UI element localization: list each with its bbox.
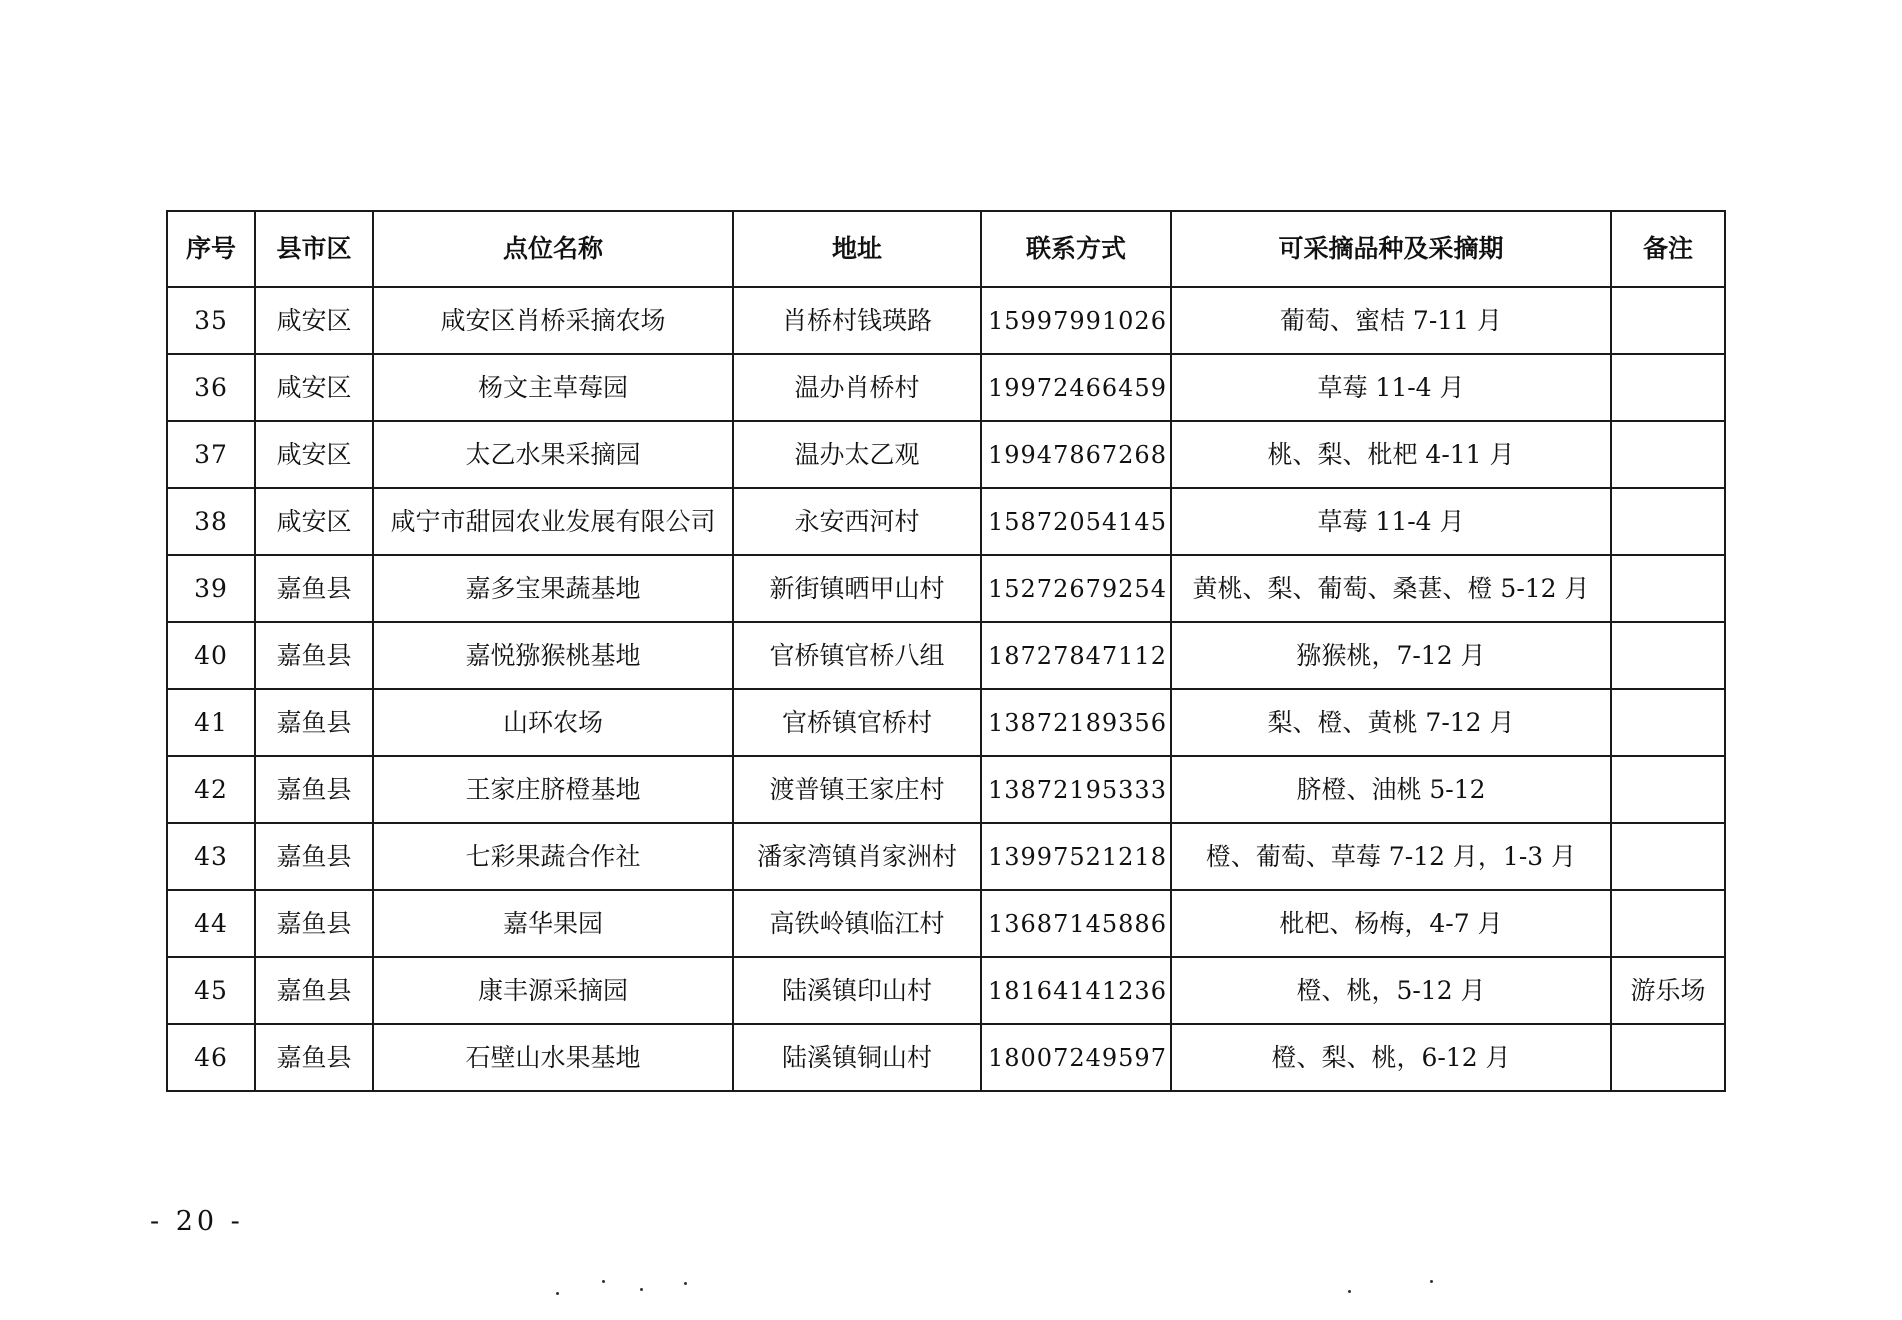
cell-phone: 15997991026 — [981, 287, 1171, 354]
table-row — [167, 756, 1725, 823]
table-row — [167, 689, 1725, 756]
table-row — [167, 823, 1725, 890]
table-row — [167, 957, 1725, 1024]
header-site-name: 点位名称 — [373, 211, 733, 287]
header-contact: 联系方式 — [981, 211, 1171, 287]
cell-varieties: 桃、梨、枇杷 4-11 月 — [1171, 421, 1611, 488]
cell-varieties: 葡萄、蜜桔 7-11 月 — [1171, 287, 1611, 354]
cell-address: 新街镇晒甲山村 — [733, 555, 981, 622]
cell-varieties: 猕猴桃，7-12 月 — [1171, 622, 1611, 689]
cell-phone: 18727847112 — [981, 622, 1171, 689]
cell-phone: 13872189356 — [981, 689, 1171, 756]
table-header-row — [167, 211, 1725, 287]
cell-varieties: 枇杷、杨梅，4-7 月 — [1171, 890, 1611, 957]
cell-site-name: 嘉悦猕猴桃基地 — [373, 622, 733, 689]
cell-district: 嘉鱼县 — [255, 689, 373, 756]
scan-speck — [684, 1282, 687, 1285]
cell-site-name: 嘉华果园 — [373, 890, 733, 957]
cell-phone: 15872054145 — [981, 488, 1171, 555]
cell-address: 永安西河村 — [733, 488, 981, 555]
cell-site-name: 康丰源采摘园 — [373, 957, 733, 1024]
table-row — [167, 488, 1725, 555]
scan-speck — [640, 1288, 643, 1291]
cell-address: 高铁岭镇临江村 — [733, 890, 981, 957]
table-row — [167, 354, 1725, 421]
cell-district: 咸安区 — [255, 287, 373, 354]
table-row — [167, 421, 1725, 488]
cell-phone: 19947867268 — [981, 421, 1171, 488]
cell-serial: 36 — [167, 354, 255, 421]
cell-site-name: 石壁山水果基地 — [373, 1024, 733, 1091]
table-row — [167, 1024, 1725, 1091]
cell-note — [1611, 555, 1725, 622]
cell-note — [1611, 1024, 1725, 1091]
cell-note — [1611, 622, 1725, 689]
cell-site-name: 七彩果蔬合作社 — [373, 823, 733, 890]
cell-district: 嘉鱼县 — [255, 890, 373, 957]
cell-district: 嘉鱼县 — [255, 555, 373, 622]
cell-note — [1611, 756, 1725, 823]
table-row — [167, 622, 1725, 689]
cell-site-name: 咸宁市甜园农业发展有限公司 — [373, 488, 733, 555]
cell-district: 咸安区 — [255, 421, 373, 488]
cell-site-name: 王家庄脐橙基地 — [373, 756, 733, 823]
cell-note — [1611, 287, 1725, 354]
header-varieties-period: 可采摘品种及采摘期 — [1171, 211, 1611, 287]
scan-speck — [602, 1280, 605, 1283]
header-address: 地址 — [733, 211, 981, 287]
cell-district: 嘉鱼县 — [255, 823, 373, 890]
page-number: - 20 - — [150, 1206, 244, 1237]
cell-varieties: 脐橙、油桃 5-12 — [1171, 756, 1611, 823]
scan-speck — [1430, 1280, 1433, 1283]
cell-serial: 43 — [167, 823, 255, 890]
cell-phone: 13997521218 — [981, 823, 1171, 890]
cell-district: 咸安区 — [255, 488, 373, 555]
cell-district: 嘉鱼县 — [255, 622, 373, 689]
cell-note: 游乐场 — [1611, 957, 1725, 1024]
cell-address: 温办太乙观 — [733, 421, 981, 488]
cell-phone: 19972466459 — [981, 354, 1171, 421]
cell-note — [1611, 890, 1725, 957]
cell-note — [1611, 488, 1725, 555]
cell-serial: 38 — [167, 488, 255, 555]
cell-varieties: 草莓 11-4 月 — [1171, 488, 1611, 555]
picking-sites-table — [166, 210, 1726, 1092]
cell-serial: 45 — [167, 957, 255, 1024]
cell-address: 官桥镇官桥八组 — [733, 622, 981, 689]
table-row — [167, 287, 1725, 354]
cell-address: 温办肖桥村 — [733, 354, 981, 421]
cell-site-name: 山环农场 — [373, 689, 733, 756]
table-row — [167, 555, 1725, 622]
cell-site-name: 嘉多宝果蔬基地 — [373, 555, 733, 622]
table-row — [167, 890, 1725, 957]
cell-serial: 40 — [167, 622, 255, 689]
cell-phone: 15272679254 — [981, 555, 1171, 622]
cell-address: 陆溪镇印山村 — [733, 957, 981, 1024]
cell-site-name: 杨文主草莓园 — [373, 354, 733, 421]
cell-note — [1611, 689, 1725, 756]
cell-district: 嘉鱼县 — [255, 1024, 373, 1091]
cell-district: 嘉鱼县 — [255, 957, 373, 1024]
cell-district: 嘉鱼县 — [255, 756, 373, 823]
cell-note — [1611, 421, 1725, 488]
cell-phone: 13687145886 — [981, 890, 1171, 957]
cell-serial: 44 — [167, 890, 255, 957]
cell-serial: 37 — [167, 421, 255, 488]
cell-serial: 39 — [167, 555, 255, 622]
scan-speck — [1348, 1290, 1351, 1293]
cell-note — [1611, 823, 1725, 890]
cell-serial: 46 — [167, 1024, 255, 1091]
cell-address: 陆溪镇铜山村 — [733, 1024, 981, 1091]
cell-varieties: 黄桃、梨、葡萄、桑葚、橙 5-12 月 — [1171, 555, 1611, 622]
cell-site-name: 太乙水果采摘园 — [373, 421, 733, 488]
cell-phone: 13872195333 — [981, 756, 1171, 823]
cell-phone: 18007249597 — [981, 1024, 1171, 1091]
cell-varieties: 梨、橙、黄桃 7-12 月 — [1171, 689, 1611, 756]
cell-address: 潘家湾镇肖家洲村 — [733, 823, 981, 890]
cell-address: 肖桥村钱瑛路 — [733, 287, 981, 354]
cell-serial: 42 — [167, 756, 255, 823]
header-district: 县市区 — [255, 211, 373, 287]
cell-phone: 18164141236 — [981, 957, 1171, 1024]
cell-varieties: 橙、葡萄、草莓 7-12 月，1-3 月 — [1171, 823, 1611, 890]
cell-note — [1611, 354, 1725, 421]
cell-serial: 35 — [167, 287, 255, 354]
scan-speck — [556, 1292, 559, 1295]
cell-varieties: 橙、梨、桃，6-12 月 — [1171, 1024, 1611, 1091]
cell-district: 咸安区 — [255, 354, 373, 421]
cell-site-name: 咸安区肖桥采摘农场 — [373, 287, 733, 354]
cell-varieties: 草莓 11-4 月 — [1171, 354, 1611, 421]
cell-address: 官桥镇官桥村 — [733, 689, 981, 756]
cell-varieties: 橙、桃，5-12 月 — [1171, 957, 1611, 1024]
header-remarks: 备注 — [1611, 211, 1725, 287]
header-serial: 序号 — [167, 211, 255, 287]
cell-address: 渡普镇王家庄村 — [733, 756, 981, 823]
cell-serial: 41 — [167, 689, 255, 756]
